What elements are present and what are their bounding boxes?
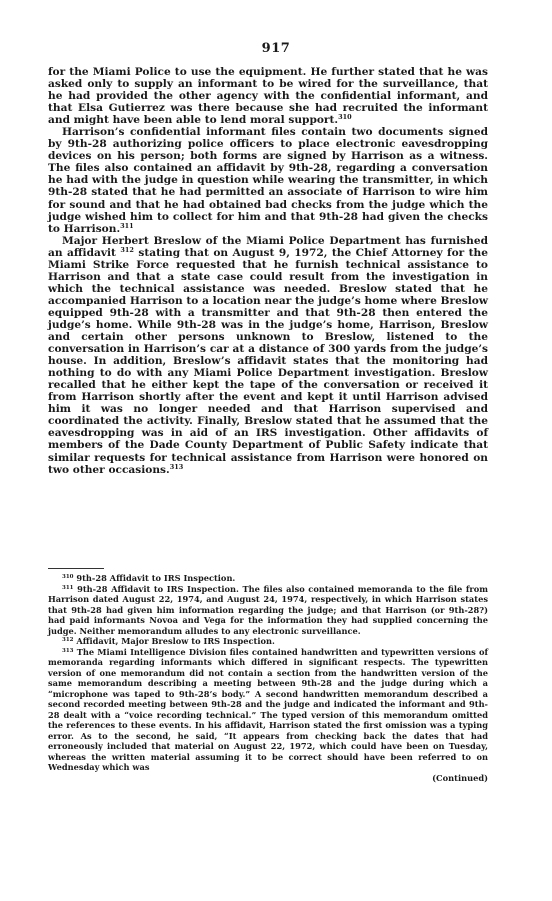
- footnote-ref: 313: [169, 462, 184, 471]
- paragraph-text: for the Miami Police to use the equipment. He further stated that he was asked only to supply an informant to be wired for the surveillance, that he had provided the other agency with the confidential informant, and that Elsa Gutierrez was there because she had recruited the informant and might have been able to lend moral support.: [48, 66, 488, 127]
- paragraph-text: stating that on August 9, 1972, the Chief Attorney for the Miami Strike Force requested that he furnish technical assistance to Harrison and that a state case could result from the investigation in which the technical assistance was needed. Breslow stated that he accompanied Harrison to a location near the judge’s home where Breslow equipped 9th-28 with a transmitter and that 9th-28 then entered the judge’s home. While 9th-28 was in the judge’s home, Harrison, Breslow and certain other persons unknown to Breslow, listened to the conversation in Harrison’s car at a distance of 300 yards from the judge’s house. In addition, Breslow’s affidavit states that the monitoring had nothing to do with any Miami Police Department investigation. Breslow recalled that he either kept the tape of the conversation or received it from Harrison shortly after the event and kept it until Harrison advised him it was no longer needed and that Harrison supervised and coordinated the activity. Finally, Breslow stated that he assumed that the eavesdropping was in aid of an IRS investigation. Other affidavits of members of the Dade County Department of Public Safety indicate that similar requests for technical assistance from Harrison were honored on two other occasions.: [48, 246, 488, 476]
- paragraph-2: [48, 126, 488, 234]
- footnote-text: Affidavit, Major Breslow to IRS Inspection.: [76, 636, 275, 646]
- footnote: [48, 636, 488, 647]
- footnote-text: 9th-28 Affidavit to IRS Inspection. The files also contained memoranda to the file from Harrison dated August 22, 1974, and August 24, 1974, respectively, in which Harrison states that 9th-28 had given him information regarding the judge; and that Harrison (or 9th-28?) had paid informants Novoa and Vega for the information they had supplied concerning the judge. Neither memorandum alludes to any electronic surveillance.: [48, 583, 488, 636]
- paragraph-1: [48, 66, 488, 126]
- footnote-number: 313: [62, 647, 74, 654]
- paragraph-3: [48, 235, 488, 476]
- footnote-text: 9th-28 Affidavit to IRS Inspection.: [76, 573, 236, 583]
- page-number: 917: [261, 41, 291, 56]
- footnote: [48, 647, 488, 773]
- footnote: [48, 573, 488, 584]
- footnote-text: The Miami Intelligence Division files contained handwritten and typewritten versions of memoranda regarding informants which differed in significant respects. The typewritten version of one memorandum did not contain a section from the handwritten version of the same memorandum describing a meeting between 9th-28 and the judge during which a “microphone was taped to 9th-28’s body.” A second handwritten memorandum described a second recorded meeting between 9th-28 and the judge and indicated the informant and 9th-28 dealt with a “voice recording technical.” The typed version of this memorandum omitted the references to these events. In his affidavit, Harrison stated the first omission was a typing error. As to the second, he said, “It appears from checking back the dates that had erroneously included that material on August 22, 1972, which could have been on Tuesday, whereas the written material assuming it to be correct should have been referred to on Wednesday which was: [48, 646, 489, 772]
- paragraph-text: Major Herbert Breslow of the Miami Police Department has furnished an affidavit: [48, 234, 488, 259]
- footnote-ref: 311: [120, 221, 134, 230]
- footnote-ref: 310: [338, 113, 352, 122]
- footnote: [48, 584, 488, 637]
- footnote-divider: [48, 568, 104, 569]
- footnote-number: 311: [62, 584, 74, 591]
- footnote-number: 312: [62, 637, 74, 643]
- continued-label: (Continued): [432, 772, 488, 783]
- paragraph-text: Harrison’s confidential informant files contain two documents signed by 9th-28 authorizing police officers to place electronic eavesdropping devices on his person; both forms are signed by Harrison as a witness. The files also contained an affidavit by 9th-28, regarding a conversation he had with the judge in question while wearing the transmitter, in which 9th-28 stated that he had permitted an associate of Harrison to wire him for sound and that he had obtained bad checks from the judge which the judge wished him to collect for him and that 9th-28 had given the checks to Harrison.: [48, 126, 488, 235]
- body-text: [48, 66, 488, 476]
- footnotes: [48, 573, 488, 783]
- footnote-number: 310: [62, 574, 74, 580]
- footnote-ref: 312: [120, 245, 134, 254]
